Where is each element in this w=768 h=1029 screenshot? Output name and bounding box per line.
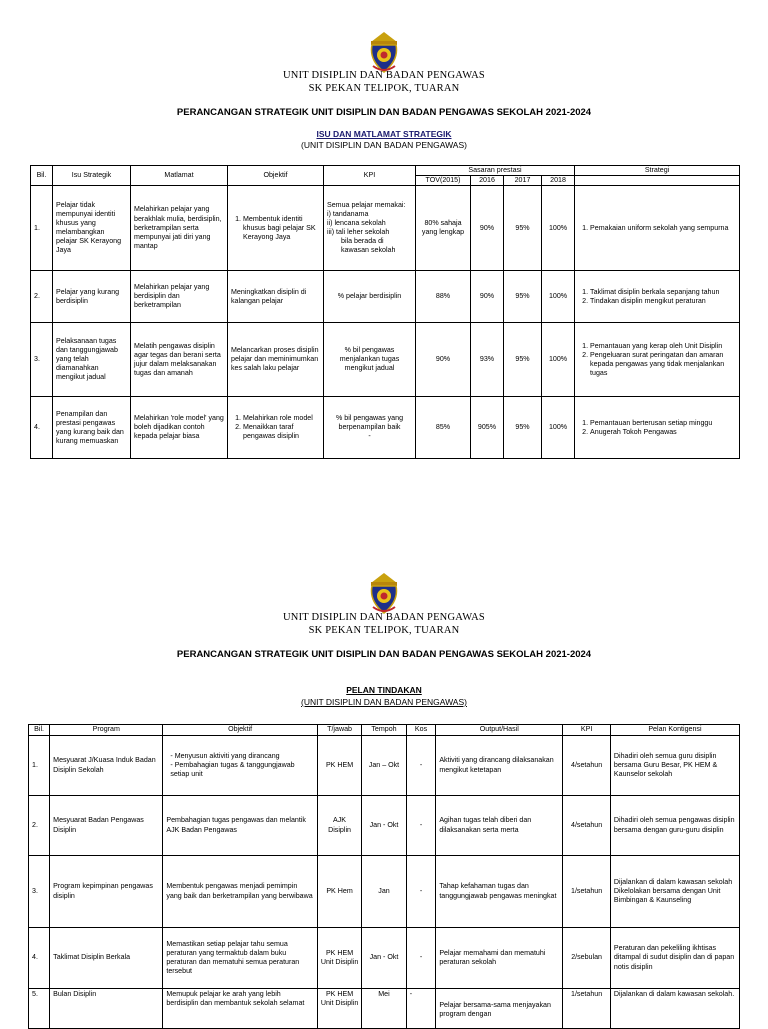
cell-kos: - xyxy=(406,989,436,1029)
col-kpi: KPI xyxy=(563,725,611,736)
list-item: - Pembahagian tugas & tanggungjawab setiap unit xyxy=(170,761,313,779)
unit-name: UNIT DISIPLIN DAN BADAN PENGAWAS xyxy=(283,612,485,623)
table-header-row xyxy=(31,166,740,176)
cell-2018: 100% xyxy=(542,323,575,397)
page-title: PERANCANGAN STRATEGIK UNIT DISIPLIN DAN BADAN PENGAWAS SEKOLAH 2021-2024 xyxy=(176,107,592,118)
cell-kos: - xyxy=(406,856,436,928)
cell-bil: 1. xyxy=(31,186,53,271)
cell-2016: 90% xyxy=(471,271,504,323)
cell-isu: Pelaksanaan tugas dan tanggungjawab yang telah diamanahkan mengikut jadual xyxy=(53,323,131,397)
cell-program: Mesyuarat Badan Pengawas Disiplin xyxy=(50,796,163,856)
cell-matlamat: Melahirkan pelajar yang berakhlak mulia, berdisiplin, berketrampilan serta mempunyai jati diri yang mantap xyxy=(131,186,228,271)
cell-isu: Pelajar tidak mempunyai identiti khusus yang melambangkan pelajar SK Kerayong Jaya xyxy=(53,186,131,271)
cell-bil: 2. xyxy=(29,796,50,856)
col-strategi: Strategi xyxy=(575,166,740,176)
school-name: SK PEKAN TELIPOK, TUARAN xyxy=(308,83,460,94)
cell-bil: 1. xyxy=(29,736,50,796)
cell-objektif: Memastikan setiap pelajar tahu semua peraturan yang termaktub dalam buku peraturan dan mematuhi semua peraturan tersebut xyxy=(163,928,317,989)
cell-strategi xyxy=(575,323,740,397)
table-row xyxy=(29,989,740,1029)
cell-kos: - xyxy=(406,928,436,989)
school-name: SK PEKAN TELIPOK, TUARAN xyxy=(308,625,460,636)
table-row xyxy=(31,186,740,271)
cell-tov: 90% xyxy=(416,323,471,397)
kpi-text: % bil pengawas yang berpenampilan baik xyxy=(335,414,404,432)
table-header-row xyxy=(29,725,740,736)
list-item: i) tandanama xyxy=(327,210,369,218)
cell-tjawab: PK HEM xyxy=(317,736,361,796)
list-item: iii) tali leher sekolah xyxy=(327,228,390,237)
table-row xyxy=(31,323,740,397)
school-crest-logo xyxy=(365,30,403,74)
cell-matlamat: Melatih pengawas disiplin agar tegas dan berani serta jujur dalam melaksanakan tugas dan amanah xyxy=(131,323,228,397)
cell-tov: 80% sahaja yang lengkap xyxy=(416,186,471,271)
kpi-dash: - xyxy=(368,432,371,441)
col-objektif: Objektif xyxy=(163,725,317,736)
cell-tjawab: PK HEM Unit Disiplin xyxy=(317,928,361,989)
list-item: 2. Anugerah Tokoh Pengawas xyxy=(590,428,736,437)
school-crest-logo xyxy=(365,571,403,615)
table-row xyxy=(29,736,740,796)
cell-tempoh: Mei xyxy=(362,989,406,1029)
col-sasaran: Sasaran prestasi xyxy=(416,166,575,176)
cell-2017: 95% xyxy=(504,271,542,323)
cell-objektif: Membentuk pengawas menjadi pemimpin yang baik dan berketrampilan yang berwibawa xyxy=(163,856,317,928)
cell-kos: - xyxy=(406,736,436,796)
section-subtitle: (UNIT DISIPLIN DAN BADAN PENGAWAS) xyxy=(301,140,467,150)
cell-pelan: Dihadiri oleh semua guru disiplin bersama Guru Besar, PK HEM & Kaunselor sekolah xyxy=(610,736,739,796)
kpi-intro: Semua pelajar memakai: xyxy=(327,200,406,209)
cell-program: Program kepimpinan pengawas disiplin xyxy=(50,856,163,928)
col-strategi-blank xyxy=(575,176,740,186)
col-output: Output/Hasil xyxy=(436,725,563,736)
cell-pelan: Dijalankan di dalam kawasan sekolah. xyxy=(610,989,739,1029)
cell-objektif: Meningkatkan disiplin di kalangan pelajar xyxy=(228,271,324,323)
cell-kpi: % bil pengawas menjalankan tugas mengikut jadual xyxy=(324,323,416,397)
list-item: 2. Menaikkan taraf pengawas disiplin xyxy=(243,423,320,441)
cell-tjawab: PK HEM Unit Disiplin xyxy=(317,989,361,1029)
list-item: 1. Pemakaian uniform sekolah yang sempurna xyxy=(590,224,736,233)
cell-output: Aktiviti yang dirancang dilaksanakan mengikut ketetapan xyxy=(436,736,563,796)
col-pelan: Pelan Kontigensi xyxy=(610,725,739,736)
cell-tjawab: AJK Disiplin xyxy=(317,796,361,856)
col-kos: Kos xyxy=(406,725,436,736)
cell-tempoh: Jan - Okt xyxy=(362,928,406,989)
cell-bil: 3. xyxy=(29,856,50,928)
col-2016: 2016 xyxy=(471,176,504,186)
cell-bil: 4. xyxy=(29,928,50,989)
cell-2016: 905% xyxy=(471,397,504,459)
page-title: PERANCANGAN STRATEGIK UNIT DISIPLIN DAN BADAN PENGAWAS SEKOLAH 2021-2024 xyxy=(176,649,592,660)
list-item: kawasan sekolah xyxy=(341,246,396,255)
cell-bil: 3. xyxy=(31,323,53,397)
table-row xyxy=(29,856,740,928)
cell-objektif xyxy=(228,186,324,271)
cell-matlamat: Melahirkan 'role model' yang boleh dijadikan contoh kepada pelajar biasa xyxy=(131,397,228,459)
cell-2017: 95% xyxy=(504,186,542,271)
section-subtitle: (UNIT DISIPLIN DAN BADAN PENGAWAS) xyxy=(301,697,467,707)
cell-kos: - xyxy=(406,796,436,856)
cell-program: Taklimat Disiplin Berkala xyxy=(50,928,163,989)
cell-2018: 100% xyxy=(542,186,575,271)
col-tjawab: T/jawab xyxy=(317,725,361,736)
cell-objektif: Memupuk pelajar ke arah yang lebih berdisiplin dan membantuk sekolah selamat xyxy=(163,989,317,1029)
cell-2018: 100% xyxy=(542,397,575,459)
cell-objektif xyxy=(163,736,317,796)
cell-isu: Penampilan dan prestasi pengawas yang kurang baik dan kurang memuaskan xyxy=(53,397,131,459)
list-item: - Menyusun aktiviti yang dirancang xyxy=(170,752,313,761)
list-item: 1. Pemantauan yang kerap oleh Unit Disiplin xyxy=(590,342,736,351)
cell-output: Tahap kefahaman tugas dan tanggungjawab pengawas meningkat xyxy=(436,856,563,928)
col-tov: TOV(2015) xyxy=(416,176,471,186)
col-program: Program xyxy=(50,725,163,736)
cell-strategi xyxy=(575,186,740,271)
cell-isu: Pelajar yang kurang berdisiplin xyxy=(53,271,131,323)
cell-2017: 95% xyxy=(504,397,542,459)
cell-program: Bulan Disiplin xyxy=(50,989,163,1029)
table-row xyxy=(31,271,740,323)
cell-2016: 90% xyxy=(471,186,504,271)
col-isu: Isu Strategik xyxy=(53,166,131,186)
section-title: ISU DAN MATLAMAT STRATEGIK xyxy=(316,129,452,139)
cell-output: Pelajar memahami dan mematuhi peraturan sekolah xyxy=(436,928,563,989)
cell-tempoh: Jan xyxy=(362,856,406,928)
cell-2018: 100% xyxy=(542,271,575,323)
cell-pelan: Peraturan dan pekeliling ikhtisas ditampal di sudut disiplin dan di papan notis disiplin xyxy=(610,928,739,989)
cell-tov: 88% xyxy=(416,271,471,323)
cell-tov: 85% xyxy=(416,397,471,459)
list-item: bila berada di xyxy=(341,237,384,246)
cell-output: Pelajar bersama-sama menjayakan program dengan xyxy=(436,989,563,1029)
col-objektif: Objektif xyxy=(228,166,324,186)
list-item: 2. Tindakan disiplin mengikut peraturan xyxy=(590,297,736,306)
cell-strategi xyxy=(575,397,740,459)
cell-program: Mesyuarat J/Kuasa Induk Badan Disiplin Sekolah xyxy=(50,736,163,796)
pelan-line: Dikelolakan bersama dengan Unit Bimbingan & Kaunseling xyxy=(613,886,721,905)
cell-bil: 4. xyxy=(31,397,53,459)
cell-kpi: 4/setahun xyxy=(563,736,611,796)
pelan-line: Dijalankan di dalam kawasan sekolah xyxy=(613,877,733,886)
table-row xyxy=(31,397,740,459)
cell-objektif xyxy=(228,397,324,459)
strategic-issues-table xyxy=(30,165,740,459)
cell-tjawab: PK Hem xyxy=(317,856,361,928)
list-item: 1. Pemantauan berterusan setiap minggu xyxy=(590,419,736,428)
list-item: ii) lencana sekolah xyxy=(327,219,386,228)
cell-tempoh: Jan – Okt xyxy=(362,736,406,796)
cell-kpi: 4/setahun xyxy=(563,796,611,856)
cell-bil: 2. xyxy=(31,271,53,323)
cell-bil: 5. xyxy=(29,989,50,1029)
unit-name: UNIT DISIPLIN DAN BADAN PENGAWAS xyxy=(283,70,485,81)
col-2017: 2017 xyxy=(504,176,542,186)
section-title: PELAN TINDAKAN xyxy=(346,685,422,695)
col-bil: Bil. xyxy=(29,725,50,736)
cell-output: Agihan tugas telah diberi dan dilaksanakan serta merta xyxy=(436,796,563,856)
col-bil: Bil. xyxy=(31,166,53,186)
table-row xyxy=(29,928,740,989)
cell-2016: 93% xyxy=(471,323,504,397)
cell-objektif: Melancarkan proses disiplin pelajar dan meminimumkan kes salah laku pelajar xyxy=(228,323,324,397)
cell-kpi xyxy=(324,186,416,271)
action-plan-table xyxy=(28,724,740,1029)
col-matlamat: Matlamat xyxy=(131,166,228,186)
cell-pelan: Dihadiri oleh semua pengawas disiplin bersama dengan guru-guru disiplin xyxy=(610,796,739,856)
list-item: 1. Taklimat disiplin berkala sepanjang tahun xyxy=(590,288,736,297)
cell-kpi: % pelajar berdisiplin xyxy=(324,271,416,323)
cell-kpi: 1/setahun xyxy=(563,989,611,1029)
cell-2017: 95% xyxy=(504,323,542,397)
col-kpi: KPI xyxy=(324,166,416,186)
list-item: 1. Melahirkan role model xyxy=(243,414,320,423)
list-item: 1. Membentuk identiti khusus bagi pelajar SK Kerayong Jaya xyxy=(243,215,320,242)
cell-objektif: Pembahagian tugas pengawas dan melantik AJK Badan Pengawas xyxy=(163,796,317,856)
cell-kpi xyxy=(324,397,416,459)
col-2018: 2018 xyxy=(542,176,575,186)
table-row xyxy=(29,796,740,856)
list-item: 2. Pengeluaran surat peringatan dan amaran kepada pengawas yang tidak menjalankan tugas xyxy=(590,351,736,378)
cell-kpi: 2/sebulan xyxy=(563,928,611,989)
cell-strategi xyxy=(575,271,740,323)
cell-pelan xyxy=(610,856,739,928)
cell-kpi: 1/setahun xyxy=(563,856,611,928)
col-tempoh: Tempoh xyxy=(362,725,406,736)
cell-matlamat: Melahirkan pelajar yang berdisiplin dan berketrampilan xyxy=(131,271,228,323)
cell-tempoh: Jan - Okt xyxy=(362,796,406,856)
